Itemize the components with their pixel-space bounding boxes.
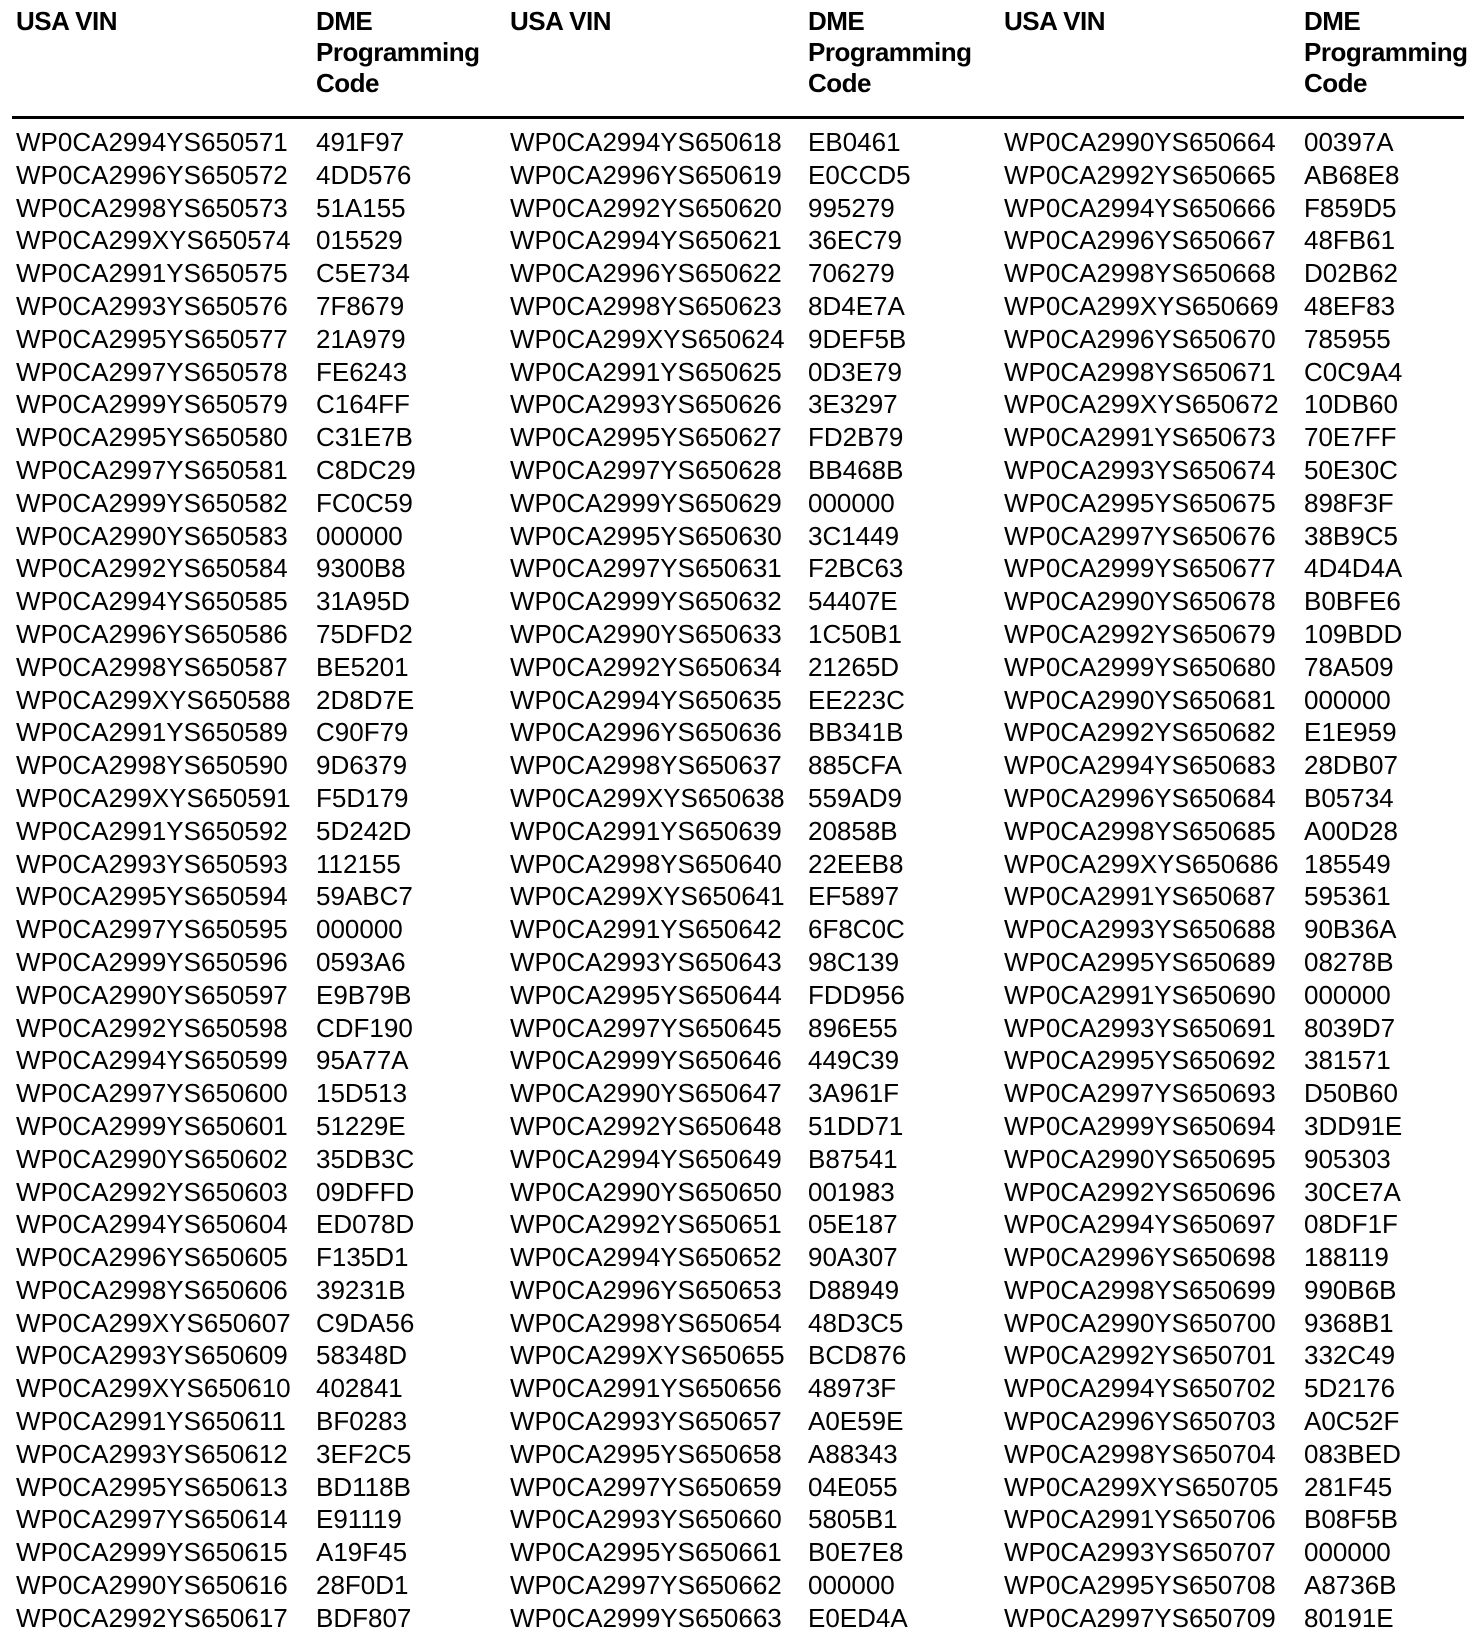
vin-cell: WP0CA299XYS650610 — [16, 1373, 291, 1404]
dme-code-cell: 0593A6 — [316, 946, 406, 977]
vin-cell: WP0CA299XYS650591 — [16, 782, 291, 813]
vin-cell: WP0CA2995YS650613 — [16, 1471, 288, 1502]
dme-code-cell: BB341B — [808, 717, 904, 748]
dme-code-cell: 995279 — [808, 192, 895, 223]
column-header-code-3: DME Programming Code — [1304, 6, 1468, 98]
dme-code-cell: F859D5 — [1304, 192, 1397, 223]
vin-cell: WP0CA2991YS650673 — [1004, 422, 1276, 453]
dme-code-cell: 30CE7A — [1304, 1176, 1401, 1207]
dme-code-cell: 51DD71 — [808, 1110, 904, 1141]
vin-cell: WP0CA2991YS650642 — [510, 914, 782, 945]
vin-cell: WP0CA2994YS650621 — [510, 225, 782, 256]
dme-code-cell: 8D4E7A — [808, 290, 905, 321]
vin-cell: WP0CA2995YS650644 — [510, 979, 782, 1010]
dme-code-cell: 10DB60 — [1304, 389, 1398, 420]
vin-cell: WP0CA2993YS650688 — [1004, 914, 1276, 945]
vin-cell: WP0CA2992YS650665 — [1004, 159, 1276, 190]
dme-code-cell: A00D28 — [1304, 815, 1398, 846]
dme-code-cell: 05E187 — [808, 1209, 898, 1240]
vin-cell: WP0CA2991YS650706 — [1004, 1504, 1276, 1535]
vin-cell: WP0CA2998YS650606 — [16, 1274, 288, 1305]
dme-code-cell: 0D3E79 — [808, 356, 902, 387]
vin-cell: WP0CA2992YS650679 — [1004, 618, 1276, 649]
vin-cell: WP0CA2990YS650678 — [1004, 586, 1276, 617]
dme-code-cell: 50E30C — [1304, 454, 1398, 485]
vin-cell: WP0CA2998YS650671 — [1004, 356, 1276, 387]
vin-cell: WP0CA2990YS650583 — [16, 520, 288, 551]
vin-cell: WP0CA2995YS650692 — [1004, 1045, 1276, 1076]
dme-code-cell: EF5897 — [808, 881, 900, 912]
vin-cell: WP0CA2993YS650593 — [16, 848, 288, 879]
vin-cell: WP0CA2994YS650599 — [16, 1045, 288, 1076]
dme-code-cell: D88949 — [808, 1274, 900, 1305]
dme-code-cell: E9B79B — [316, 979, 412, 1010]
vin-cell: WP0CA2993YS650674 — [1004, 454, 1276, 485]
vin-cell: WP0CA2994YS650666 — [1004, 192, 1276, 223]
vin-cell: WP0CA299XYS650607 — [16, 1307, 291, 1338]
dme-code-cell: 402841 — [316, 1373, 403, 1404]
vin-cell: WP0CA2996YS650703 — [1004, 1406, 1276, 1437]
vin-cell: WP0CA2995YS650577 — [16, 323, 288, 354]
vin-cell: WP0CA2997YS650578 — [16, 356, 288, 387]
vin-cell: WP0CA299XYS650588 — [16, 684, 291, 715]
vin-cell: WP0CA2996YS650667 — [1004, 225, 1276, 256]
vin-cell: WP0CA2997YS650595 — [16, 914, 288, 945]
dme-code-cell: C8DC29 — [316, 454, 416, 485]
vin-cell: WP0CA2996YS650619 — [510, 159, 782, 190]
vin-cell: WP0CA2993YS650707 — [1004, 1537, 1276, 1568]
dme-code-cell: 59ABC7 — [316, 881, 413, 912]
vin-cell: WP0CA2995YS650689 — [1004, 946, 1276, 977]
vin-cell: WP0CA2997YS650676 — [1004, 520, 1276, 551]
header-rule — [12, 116, 1464, 119]
vin-cell: WP0CA2992YS650603 — [16, 1176, 288, 1207]
dme-code-cell: 332C49 — [1304, 1340, 1396, 1371]
vin-cell: WP0CA2991YS650625 — [510, 356, 782, 387]
dme-code-cell: E0ED4A — [808, 1602, 908, 1633]
dme-code-cell: BDF807 — [316, 1602, 412, 1633]
vin-cell: WP0CA2995YS650630 — [510, 520, 782, 551]
dme-code-cell: 5D242D — [316, 815, 412, 846]
vin-cell: WP0CA2992YS650682 — [1004, 717, 1276, 748]
vin-cell: WP0CA2996YS650605 — [16, 1242, 288, 1273]
dme-code-cell: 3EF2C5 — [316, 1438, 412, 1469]
vin-cell: WP0CA2996YS650670 — [1004, 323, 1276, 354]
vin-cell: WP0CA2994YS650585 — [16, 586, 288, 617]
vin-cell: WP0CA2994YS650618 — [510, 127, 782, 157]
dme-code-cell: 00397A — [1304, 127, 1394, 157]
dme-code-cell: 2D8D7E — [316, 684, 415, 715]
vin-cell: WP0CA2992YS650584 — [16, 553, 288, 584]
column-header-code-2: DME Programming Code — [808, 6, 972, 98]
dme-code-cell: E1E959 — [1304, 717, 1397, 748]
dme-code-cell: 990B6B — [1304, 1274, 1397, 1305]
dme-code-cell: A88343 — [808, 1438, 898, 1469]
dme-code-cell: 5805B1 — [808, 1504, 898, 1535]
vin-cell: WP0CA2992YS650634 — [510, 651, 782, 682]
vin-cell: WP0CA2998YS650623 — [510, 290, 782, 321]
dme-code-cell: C5E734 — [316, 258, 410, 289]
dme-code-cell: 58348D — [316, 1340, 408, 1371]
dme-code-cell: 381571 — [1304, 1045, 1391, 1076]
dme-code-cell: 3A961F — [808, 1078, 900, 1109]
vin-cell: WP0CA2993YS650660 — [510, 1504, 782, 1535]
vin-cell: WP0CA2992YS650617 — [16, 1602, 288, 1633]
vin-cell: WP0CA2991YS650656 — [510, 1373, 782, 1404]
vin-cell: WP0CA2997YS650645 — [510, 1012, 782, 1043]
dme-code-cell: 905303 — [1304, 1143, 1391, 1174]
vin-cell: WP0CA2991YS650687 — [1004, 881, 1276, 912]
vin-cell: WP0CA299XYS650686 — [1004, 848, 1279, 879]
dme-code-cell: 000000 — [1304, 684, 1391, 715]
dme-code-cell: 595361 — [1304, 881, 1391, 912]
dme-code-cell: 8039D7 — [1304, 1012, 1396, 1043]
dme-code-cell: BD118B — [316, 1471, 411, 1502]
dme-code-cell: 1C50B1 — [808, 618, 902, 649]
dme-code-cell: BF0283 — [316, 1406, 408, 1437]
dme-code-cell: 15D513 — [316, 1078, 408, 1109]
dme-code-cell: ED078D — [316, 1209, 415, 1240]
dme-code-cell: 6F8C0C — [808, 914, 905, 945]
vin-cell: WP0CA2994YS650683 — [1004, 750, 1276, 781]
vin-cell: WP0CA2998YS650640 — [510, 848, 782, 879]
vin-cell: WP0CA2993YS650626 — [510, 389, 782, 420]
vin-cell: WP0CA2996YS650636 — [510, 717, 782, 748]
vin-cell: WP0CA2999YS650646 — [510, 1045, 782, 1076]
column-header-vin-3: USA VIN — [1004, 6, 1105, 36]
column-header-vin-2: USA VIN — [510, 6, 611, 36]
vin-cell: WP0CA299XYS650705 — [1004, 1471, 1279, 1502]
dme-code-cell: 70E7FF — [1304, 422, 1397, 453]
vin-cell: WP0CA2990YS650597 — [16, 979, 288, 1010]
dme-code-cell: 000000 — [316, 520, 403, 551]
dme-code-cell: D50B60 — [1304, 1078, 1398, 1109]
dme-code-cell: 491F97 — [316, 127, 405, 157]
dme-code-cell: BE5201 — [316, 651, 409, 682]
dme-code-cell: 000000 — [808, 1570, 895, 1601]
vin-cell: WP0CA2997YS650631 — [510, 553, 782, 584]
vin-cell: WP0CA2991YS650575 — [16, 258, 288, 289]
vin-cell: WP0CA2992YS650651 — [510, 1209, 782, 1240]
dme-code-cell: 54407E — [808, 586, 898, 617]
dme-code-cell: 3E3297 — [808, 389, 898, 420]
vin-cell: WP0CA299XYS650672 — [1004, 389, 1279, 420]
dme-code-cell: A0C52F — [1304, 1406, 1400, 1437]
dme-code-cell: FD2B79 — [808, 422, 904, 453]
vin-cell: WP0CA2994YS650635 — [510, 684, 782, 715]
vin-cell: WP0CA2997YS650709 — [1004, 1602, 1276, 1633]
vin-cell: WP0CA2993YS650657 — [510, 1406, 782, 1437]
dme-code-cell: 185549 — [1304, 848, 1391, 879]
dme-code-cell: 90A307 — [808, 1242, 898, 1273]
vin-cell: WP0CA2990YS650664 — [1004, 127, 1276, 157]
vin-cell: WP0CA2991YS650611 — [16, 1406, 286, 1437]
vin-cell: WP0CA2995YS650675 — [1004, 487, 1276, 518]
dme-code-cell: B0BFE6 — [1304, 586, 1401, 617]
dme-code-cell: 48973F — [808, 1373, 897, 1404]
dme-code-cell: 000000 — [1304, 1537, 1391, 1568]
dme-code-cell: 51A155 — [316, 192, 406, 223]
dme-code-cell: F135D1 — [316, 1242, 409, 1273]
dme-code-cell: 001983 — [808, 1176, 895, 1207]
vin-cell: WP0CA2995YS650708 — [1004, 1570, 1276, 1601]
dme-code-cell: BCD876 — [808, 1340, 907, 1371]
dme-code-cell: 48EF83 — [1304, 290, 1396, 321]
vin-cell: WP0CA2998YS650573 — [16, 192, 288, 223]
vin-cell: WP0CA2999YS650579 — [16, 389, 288, 420]
vin-cell: WP0CA2998YS650587 — [16, 651, 288, 682]
vin-cell: WP0CA2991YS650589 — [16, 717, 288, 748]
vin-cell: WP0CA2997YS650600 — [16, 1078, 288, 1109]
dme-code-cell: 9300B8 — [316, 553, 406, 584]
vin-cell: WP0CA2990YS650602 — [16, 1143, 288, 1174]
vin-cell: WP0CA299XYS650574 — [16, 225, 291, 256]
vin-cell: WP0CA2998YS650699 — [1004, 1274, 1276, 1305]
vin-cell: WP0CA299XYS650624 — [510, 323, 785, 354]
dme-code-cell: B05734 — [1304, 782, 1394, 813]
dme-code-cell: 109BDD — [1304, 618, 1403, 649]
dme-code-cell: 09DFFD — [316, 1176, 415, 1207]
dme-code-cell: 015529 — [316, 225, 403, 256]
vin-cell: WP0CA2996YS650622 — [510, 258, 782, 289]
dme-code-cell: F5D179 — [316, 782, 409, 813]
dme-code-cell: E0CCD5 — [808, 159, 911, 190]
dme-code-cell: 22EEB8 — [808, 848, 904, 879]
dme-code-cell: 785955 — [1304, 323, 1391, 354]
vin-cell: WP0CA2995YS650594 — [16, 881, 288, 912]
dme-code-cell: 188119 — [1304, 1242, 1389, 1273]
vin-cell: WP0CA2994YS650571 — [16, 127, 288, 157]
dme-code-cell: B87541 — [808, 1143, 898, 1174]
vin-cell: WP0CA299XYS650641 — [510, 881, 785, 912]
dme-code-cell: 898F3F — [1304, 487, 1394, 518]
dme-code-cell: 35DB3C — [316, 1143, 415, 1174]
dme-code-cell: 28F0D1 — [316, 1570, 409, 1601]
dme-code-cell: 80191E — [1304, 1602, 1394, 1633]
vin-cell: WP0CA2996YS650586 — [16, 618, 288, 649]
vin-cell: WP0CA2998YS650704 — [1004, 1438, 1276, 1469]
vin-cell: WP0CA2994YS650702 — [1004, 1373, 1276, 1404]
dme-code-cell: 20858B — [808, 815, 898, 846]
vin-cell: WP0CA2993YS650609 — [16, 1340, 288, 1371]
dme-code-cell: BB468B — [808, 454, 904, 485]
dme-code-cell: 31A95D — [316, 586, 410, 617]
dme-code-cell: 38B9C5 — [1304, 520, 1398, 551]
column-header-vin-1: USA VIN — [16, 6, 117, 36]
vin-cell: WP0CA2998YS650590 — [16, 750, 288, 781]
dme-code-cell: 48FB61 — [1304, 225, 1396, 256]
dme-code-cell: FDD956 — [808, 979, 905, 1010]
vin-cell: WP0CA2995YS650661 — [510, 1537, 782, 1568]
dme-code-cell: 08DF1F — [1304, 1209, 1398, 1240]
vin-cell: WP0CA2990YS650695 — [1004, 1143, 1276, 1174]
vin-cell: WP0CA2999YS650615 — [16, 1537, 288, 1568]
dme-code-cell: B08F5B — [1304, 1504, 1398, 1535]
dme-code-cell: C164FF — [316, 389, 410, 420]
vin-cell: WP0CA2999YS650680 — [1004, 651, 1276, 682]
vin-cell: WP0CA2990YS650681 — [1004, 684, 1276, 715]
dme-code-cell: 39231B — [316, 1274, 406, 1305]
dme-code-cell: A19F45 — [316, 1537, 408, 1568]
dme-code-cell: 9DEF5B — [808, 323, 907, 354]
dme-code-cell: 3DD91E — [1304, 1110, 1403, 1141]
vin-cell: WP0CA299XYS650655 — [510, 1340, 785, 1371]
vin-cell: WP0CA2995YS650580 — [16, 422, 288, 453]
dme-code-cell: 3C1449 — [808, 520, 900, 551]
vin-cell: WP0CA2999YS650629 — [510, 487, 782, 518]
dme-code-cell: 885CFA — [808, 750, 902, 781]
vin-cell: WP0CA2992YS650696 — [1004, 1176, 1276, 1207]
dme-code-cell: B0E7E8 — [808, 1537, 904, 1568]
dme-code-cell: 04E055 — [808, 1471, 898, 1502]
vin-cell: WP0CA2992YS650598 — [16, 1012, 288, 1043]
dme-code-cell: 449C39 — [808, 1045, 900, 1076]
dme-code-cell: 000000 — [1304, 979, 1391, 1010]
dme-code-cell: 08278B — [1304, 946, 1394, 977]
dme-code-cell: A8736B — [1304, 1570, 1397, 1601]
dme-code-cell: F2BC63 — [808, 553, 904, 584]
vin-cell: WP0CA2995YS650658 — [510, 1438, 782, 1469]
vin-cell: WP0CA2997YS650614 — [16, 1504, 288, 1535]
vin-cell: WP0CA2999YS650582 — [16, 487, 288, 518]
vin-cell: WP0CA2993YS650576 — [16, 290, 288, 321]
vin-cell: WP0CA2993YS650612 — [16, 1438, 288, 1469]
dme-code-cell: 75DFD2 — [316, 618, 413, 649]
vin-cell: WP0CA2997YS650628 — [510, 454, 782, 485]
dme-code-cell: 36EC79 — [808, 225, 902, 256]
vin-cell: WP0CA2991YS650592 — [16, 815, 288, 846]
vin-cell: WP0CA2999YS650663 — [510, 1602, 782, 1633]
dme-code-cell: C0C9A4 — [1304, 356, 1403, 387]
vin-cell: WP0CA2996YS650698 — [1004, 1242, 1276, 1273]
vin-cell: WP0CA2997YS650659 — [510, 1471, 782, 1502]
dme-code-cell: 95A77A — [316, 1045, 409, 1076]
dme-code-cell: 7F8679 — [316, 290, 405, 321]
dme-code-cell: FE6243 — [316, 356, 408, 387]
vin-cell: WP0CA2994YS650697 — [1004, 1209, 1276, 1240]
vin-cell: WP0CA2991YS650690 — [1004, 979, 1276, 1010]
dme-code-cell: C9DA56 — [316, 1307, 415, 1338]
dme-code-cell: 4D4D4A — [1304, 553, 1403, 584]
dme-code-cell: 000000 — [316, 914, 403, 945]
vin-cell: WP0CA299XYS650669 — [1004, 290, 1279, 321]
vin-cell: WP0CA2999YS650601 — [16, 1110, 288, 1141]
vin-cell: WP0CA2992YS650701 — [1004, 1340, 1276, 1371]
vin-cell: WP0CA2993YS650691 — [1004, 1012, 1276, 1043]
vin-cell: WP0CA2999YS650632 — [510, 586, 782, 617]
dme-code-cell: FC0C59 — [316, 487, 413, 518]
vin-cell: WP0CA2992YS650620 — [510, 192, 782, 223]
dme-code-cell: 21265D — [808, 651, 900, 682]
dme-code-cell: 083BED — [1304, 1438, 1401, 1469]
vin-cell: WP0CA2990YS650633 — [510, 618, 782, 649]
vin-cell: WP0CA2996YS650653 — [510, 1274, 782, 1305]
vin-cell: WP0CA2996YS650572 — [16, 159, 288, 190]
dme-code-cell: 000000 — [808, 487, 895, 518]
vin-cell: WP0CA2994YS650652 — [510, 1242, 782, 1273]
dme-code-cell: 28DB07 — [1304, 750, 1398, 781]
vin-cell: WP0CA2994YS650649 — [510, 1143, 782, 1174]
dme-code-cell: 78A509 — [1304, 651, 1394, 682]
dme-code-cell: 9368B1 — [1304, 1307, 1394, 1338]
vin-cell: WP0CA2990YS650616 — [16, 1570, 288, 1601]
dme-code-cell: 281F45 — [1304, 1471, 1393, 1502]
vin-cell: WP0CA2996YS650684 — [1004, 782, 1276, 813]
dme-code-cell: 896E55 — [808, 1012, 898, 1043]
vin-cell: WP0CA2990YS650650 — [510, 1176, 782, 1207]
vin-cell: WP0CA2999YS650596 — [16, 946, 288, 977]
dme-code-cell: 112155 — [316, 848, 401, 879]
column-header-code-1: DME Programming Code — [316, 6, 480, 98]
dme-code-cell: 21A979 — [316, 323, 406, 354]
dme-code-cell: A0E59E — [808, 1406, 904, 1437]
vin-cell: WP0CA2997YS650662 — [510, 1570, 782, 1601]
dme-code-cell: EE223C — [808, 684, 905, 715]
dme-code-cell: CDF190 — [316, 1012, 413, 1043]
vin-cell: WP0CA2998YS650654 — [510, 1307, 782, 1338]
vin-cell: WP0CA2990YS650700 — [1004, 1307, 1276, 1338]
dme-code-cell: E91119 — [316, 1504, 402, 1535]
vin-cell: WP0CA2992YS650648 — [510, 1110, 782, 1141]
dme-code-cell: 5D2176 — [1304, 1373, 1396, 1404]
dme-code-cell: 98C139 — [808, 946, 900, 977]
vin-cell: WP0CA2998YS650637 — [510, 750, 782, 781]
dme-code-cell: 48D3C5 — [808, 1307, 904, 1338]
vin-cell: WP0CA2991YS650639 — [510, 815, 782, 846]
dme-code-cell: 90B36A — [1304, 914, 1397, 945]
vin-cell: WP0CA2995YS650627 — [510, 422, 782, 453]
dme-code-cell: EB0461 — [808, 127, 901, 157]
dme-code-cell: C90F79 — [316, 717, 409, 748]
dme-code-cell: 51229E — [316, 1110, 406, 1141]
vin-cell: WP0CA2997YS650581 — [16, 454, 288, 485]
vin-cell: WP0CA2998YS650685 — [1004, 815, 1276, 846]
dme-code-cell: 9D6379 — [316, 750, 408, 781]
vin-cell: WP0CA2993YS650643 — [510, 946, 782, 977]
vin-cell: WP0CA2999YS650677 — [1004, 553, 1276, 584]
dme-code-cell: 706279 — [808, 258, 895, 289]
dme-code-cell: C31E7B — [316, 422, 413, 453]
vin-cell: WP0CA2999YS650694 — [1004, 1110, 1276, 1141]
dme-code-cell: D02B62 — [1304, 258, 1398, 289]
dme-code-cell: 559AD9 — [808, 782, 902, 813]
dme-code-cell: 4DD576 — [316, 159, 412, 190]
vin-cell: WP0CA2990YS650647 — [510, 1078, 782, 1109]
dme-code-cell: AB68E8 — [1304, 159, 1400, 190]
vin-cell: WP0CA2994YS650604 — [16, 1209, 288, 1240]
vin-cell: WP0CA2997YS650693 — [1004, 1078, 1276, 1109]
vin-cell: WP0CA2998YS650668 — [1004, 258, 1276, 289]
vin-cell: WP0CA299XYS650638 — [510, 782, 785, 813]
